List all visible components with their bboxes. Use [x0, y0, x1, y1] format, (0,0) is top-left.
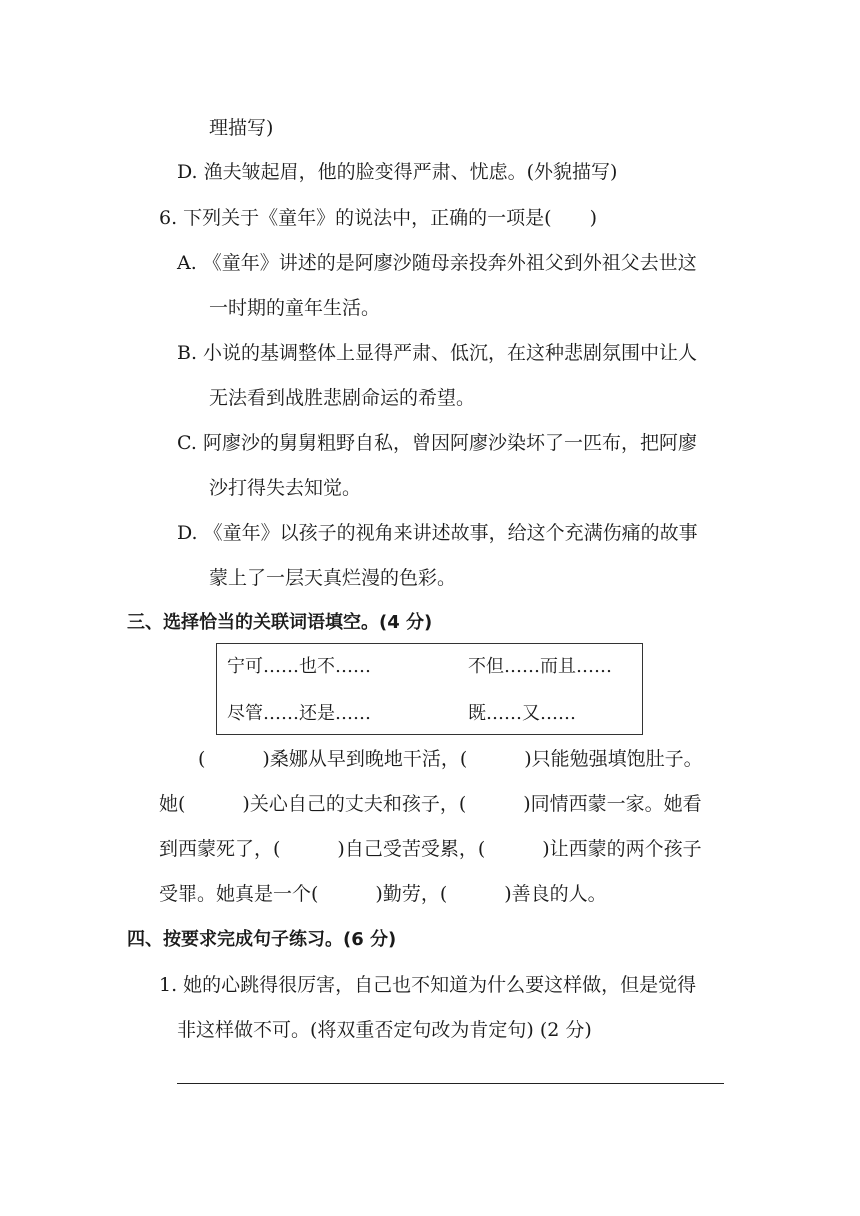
- q5-option-c-tail: 理描写): [209, 117, 274, 139]
- answer-line[interactable]: [177, 1083, 724, 1084]
- s4-q1-line2: 非这样做不可。(将双重否定句改为肯定句) (2 分): [177, 1019, 592, 1041]
- q6-option-c-line2: 沙打得失去知觉。: [209, 477, 362, 499]
- conjunction-item: 宁可……也不……: [227, 656, 371, 677]
- conjunction-box: [216, 643, 643, 735]
- q5-option-d: D. 渔夫皱起眉，他的脸变得严肃、忧虑。(外貌描写): [177, 161, 618, 183]
- q6-option-c-line1: C. 阿廖沙的舅舅粗野自私，曾因阿廖沙染坏了一匹布，把阿廖: [177, 432, 697, 454]
- fill-paragraph-line4: 受罪。她真是一个( )勤劳，( )善良的人。: [159, 883, 607, 905]
- conjunction-item: 既……又……: [468, 703, 576, 724]
- q6-option-d-line2: 蒙上了一层天真烂漫的色彩。: [209, 567, 457, 589]
- fill-paragraph-line2: 她( )关心自己的丈夫和孩子，( )同情西蒙一家。她看: [159, 793, 702, 815]
- conjunction-item: 尽管……还是……: [227, 703, 371, 724]
- section3-title: 三、选择恰当的关联词语填空。(4 分): [127, 612, 433, 633]
- conjunction-item: 不但……而且……: [468, 656, 612, 677]
- q6-option-b-line2: 无法看到战胜悲剧命运的希望。: [209, 387, 476, 409]
- q6-option-a-line1: A. 《童年》讲述的是阿廖沙随母亲投奔外祖父到外祖父去世这: [177, 252, 697, 274]
- q6-option-a-line2: 一时期的童年生活。: [209, 297, 381, 319]
- section4-title: 四、按要求完成句子练习。(6 分): [127, 929, 397, 950]
- q6-stem: 6. 下列关于《童年》的说法中，正确的一项是( ): [159, 207, 597, 229]
- fill-paragraph-line3: 到西蒙死了，( )自己受苦受累，( )让西蒙的两个孩子: [159, 838, 702, 860]
- fill-paragraph-line1: ( )桑娜从早到晚地干活，( )只能勉强填饱肚子。: [198, 748, 703, 770]
- q6-option-d-line1: D. 《童年》以孩子的视角来讲述故事，给这个充满伤痛的故事: [177, 522, 698, 544]
- s4-q1-line1: 1. 她的心跳得很厉害，自己也不知道为什么要这样做，但是觉得: [159, 974, 697, 996]
- q6-option-b-line1: B. 小说的基调整体上显得严肃、低沉，在这种悲剧氛围中让人: [177, 342, 698, 364]
